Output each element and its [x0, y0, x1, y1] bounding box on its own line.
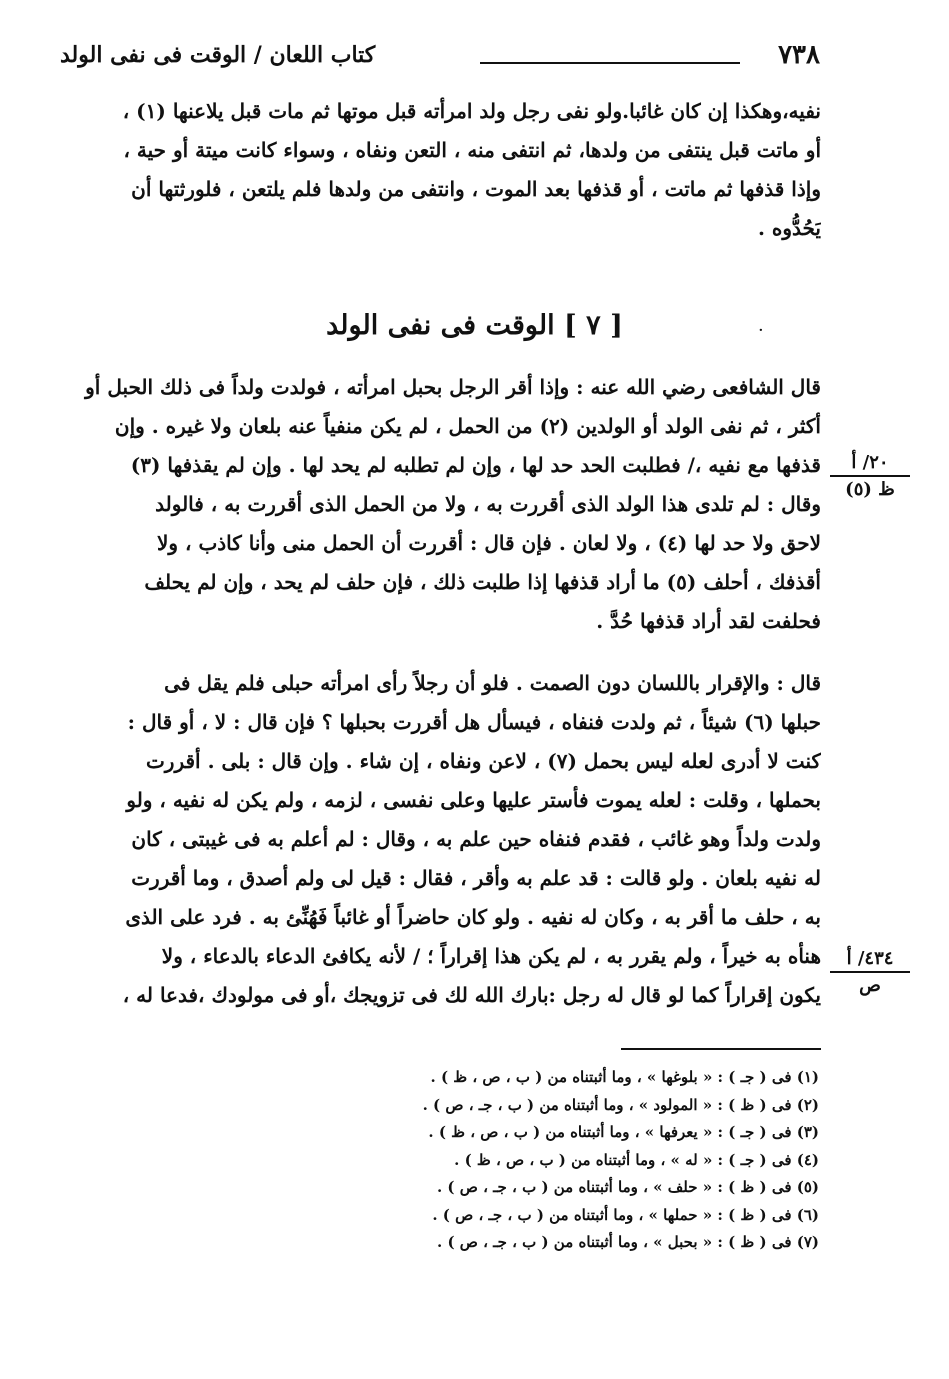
footnote: (١) فى ( جـ ) : « بلوغها » ، وما أثبتناه من ( ب ، ص ، ظ ) . [430, 1068, 819, 1086]
text-line: يكون إقراراً كما لو قال له رجل :بارك الله لك فى تزويجك ،أو فى مولودك ،فدعا له ، [122, 983, 821, 1007]
paragraph-1 [81, 368, 821, 641]
footnote: (٤) فى ( جـ ) : « له » ، وما أثبتناه من ( ب ، ص ، ظ ) . [454, 1150, 819, 1169]
margin-note [830, 452, 910, 500]
text-line: حبلها (٦) شيئاً ، ثم ولدت فنفاه ، فيسأل هل أقررت بحبلها ؟ فإن قال : لا ، أو قال : [127, 710, 821, 734]
page-header [60, 40, 820, 80]
footnotes [219, 1064, 819, 1257]
text-line: فحلفت لقد أراد قذفها حُدَّ . [596, 609, 821, 633]
running-title: كتاب اللعان / الوقت فى نفى الولد [60, 42, 376, 68]
text-line: كنت لا أدرى لعله ليس بحمل (٧) ، لاعن ونفاه ، إن شاء . وإن قال : بلى . أقررت [145, 749, 821, 773]
text-line: ولدت ولداً وهو غائب ، فقدم فنفاه حين علم به ، وقال : لم أعلم به فى غيبتى ، كان [131, 827, 821, 851]
margin-note-folio: ٤٣٤/ أ [830, 948, 910, 973]
text-line: وإذا قذفها ثم ماتت ، أو قذفها بعد الموت ، وانتفى من ولدها فلم يلتعن ، فلورثتها أن [131, 177, 821, 201]
text-line: لاحق ولا حد لها (٤) ، ولا لعان . فإن قال : أقررت أن الحمل منى وأنا كاذب ، ولا [157, 531, 821, 555]
footnote: (٢) فى ( ظ ) : « المولود » ، وما أثبتناه من ( ب ، جـ ، ص ) . [422, 1095, 819, 1114]
text-line: نفيه،وهكذا إن كان غائبا.ولو نفى رجل ولد امرأته قبل موتها ثم مات قبل يلاعنها (١) ، [122, 99, 821, 123]
text-line: أو ماتت قبل ينتفى من ولدها، ثم انتفى منه ، التعن ونفاه ، وسواء كانت ميتة أو حية ، [123, 138, 821, 162]
margin-note-manuscript: ظ (٥) [845, 479, 895, 500]
margin-dot: · [758, 320, 764, 341]
text-line: له نفيه بلعان . ولو قالت : قد علم به وأقر ، فقال : قيل لى ولم أصدق ، وما أقررت [131, 866, 821, 890]
margin-note [830, 948, 910, 996]
text-line: أكثر ، ثم نفى الولد أو الولدين (٢) من الحمل ، لم يكن منفياً عنه بلعان ولا غيره . وإن [114, 414, 821, 438]
footnote: (٥) فى ( ظ ) : « حلف » ، وما أثبتناه من ( ب ، جـ ، ص ) . [436, 1178, 819, 1196]
text-line: هنأه به خيراً ، ولم يقرر به ، لم يكن هذا إقراراً ؛ / لأنه يكافئ الدعاء بالدعاء ، ولا [161, 944, 821, 968]
footnote-separator [621, 1048, 821, 1050]
section-heading: [ ٧ ] الوقت فى نفى الولد [326, 310, 623, 341]
text-line: به ، حلف ما أقر به ، وكان له نفيه . ولو كان حاضراً أو غائباً فَهُنِّئ به . فرد على الذى [125, 905, 821, 929]
text-line: أقذفك ، أحلف (٥) ما أراد قذفها إذا طلبت ذلك ، فإن حلف لم يحد ، وإن لم يحلف [144, 570, 821, 594]
text-line: يَحُدُّوه . [757, 216, 821, 240]
text-line: قال الشافعى رضي الله عنه : وإذا أقر الرجل بحبل امرأته ، فولدت ولداً فى ذلك الحبل أو [85, 375, 821, 399]
footnote: (٦) فى ( ظ ) : « حملها » ، وما أثبتناه من ( ب ، جـ ، ص ) . [432, 1205, 819, 1224]
footnote: (٧) فى ( ظ ) : « بحبل » ، وما أثبتناه من ( ب ، جـ ، ص ) . [437, 1233, 819, 1251]
page-number: ٧٣٨ [778, 40, 820, 70]
header-rule [480, 62, 740, 64]
text-line: وقال : لم تلدى هذا الولد الذى أقررت به ، ولا من الحمل الذى أقررت به ، فالولد [155, 492, 821, 516]
margin-note-manuscript: ص [859, 975, 881, 996]
footnote: (٣) فى ( جـ ) : « يعرفها » ، وما أثبتناه من ( ب ، ص ، ظ ) . [428, 1123, 819, 1141]
margin-note-folio: ٢٠/ أ [830, 452, 910, 477]
text-line: قال : والإقرار باللسان دون الصمت . فلو أن رجلاً رأى امرأته حبلى فلم يقل فى [164, 671, 821, 695]
text-line: قذفها مع نفيه ،/ فطلبت الحد حد لها ، وإن لم تطلبه لم يحد لها . وإن لم يقذفها (٣) [130, 453, 821, 477]
text-line: بحملها ، وقلت : لعله يموت فأستر عليها وعلى نفسى ، لزمه ، ولم يكن له نفيه ، ولو [126, 788, 821, 812]
top-paragraph [81, 92, 821, 248]
paragraph-2 [81, 664, 821, 1015]
